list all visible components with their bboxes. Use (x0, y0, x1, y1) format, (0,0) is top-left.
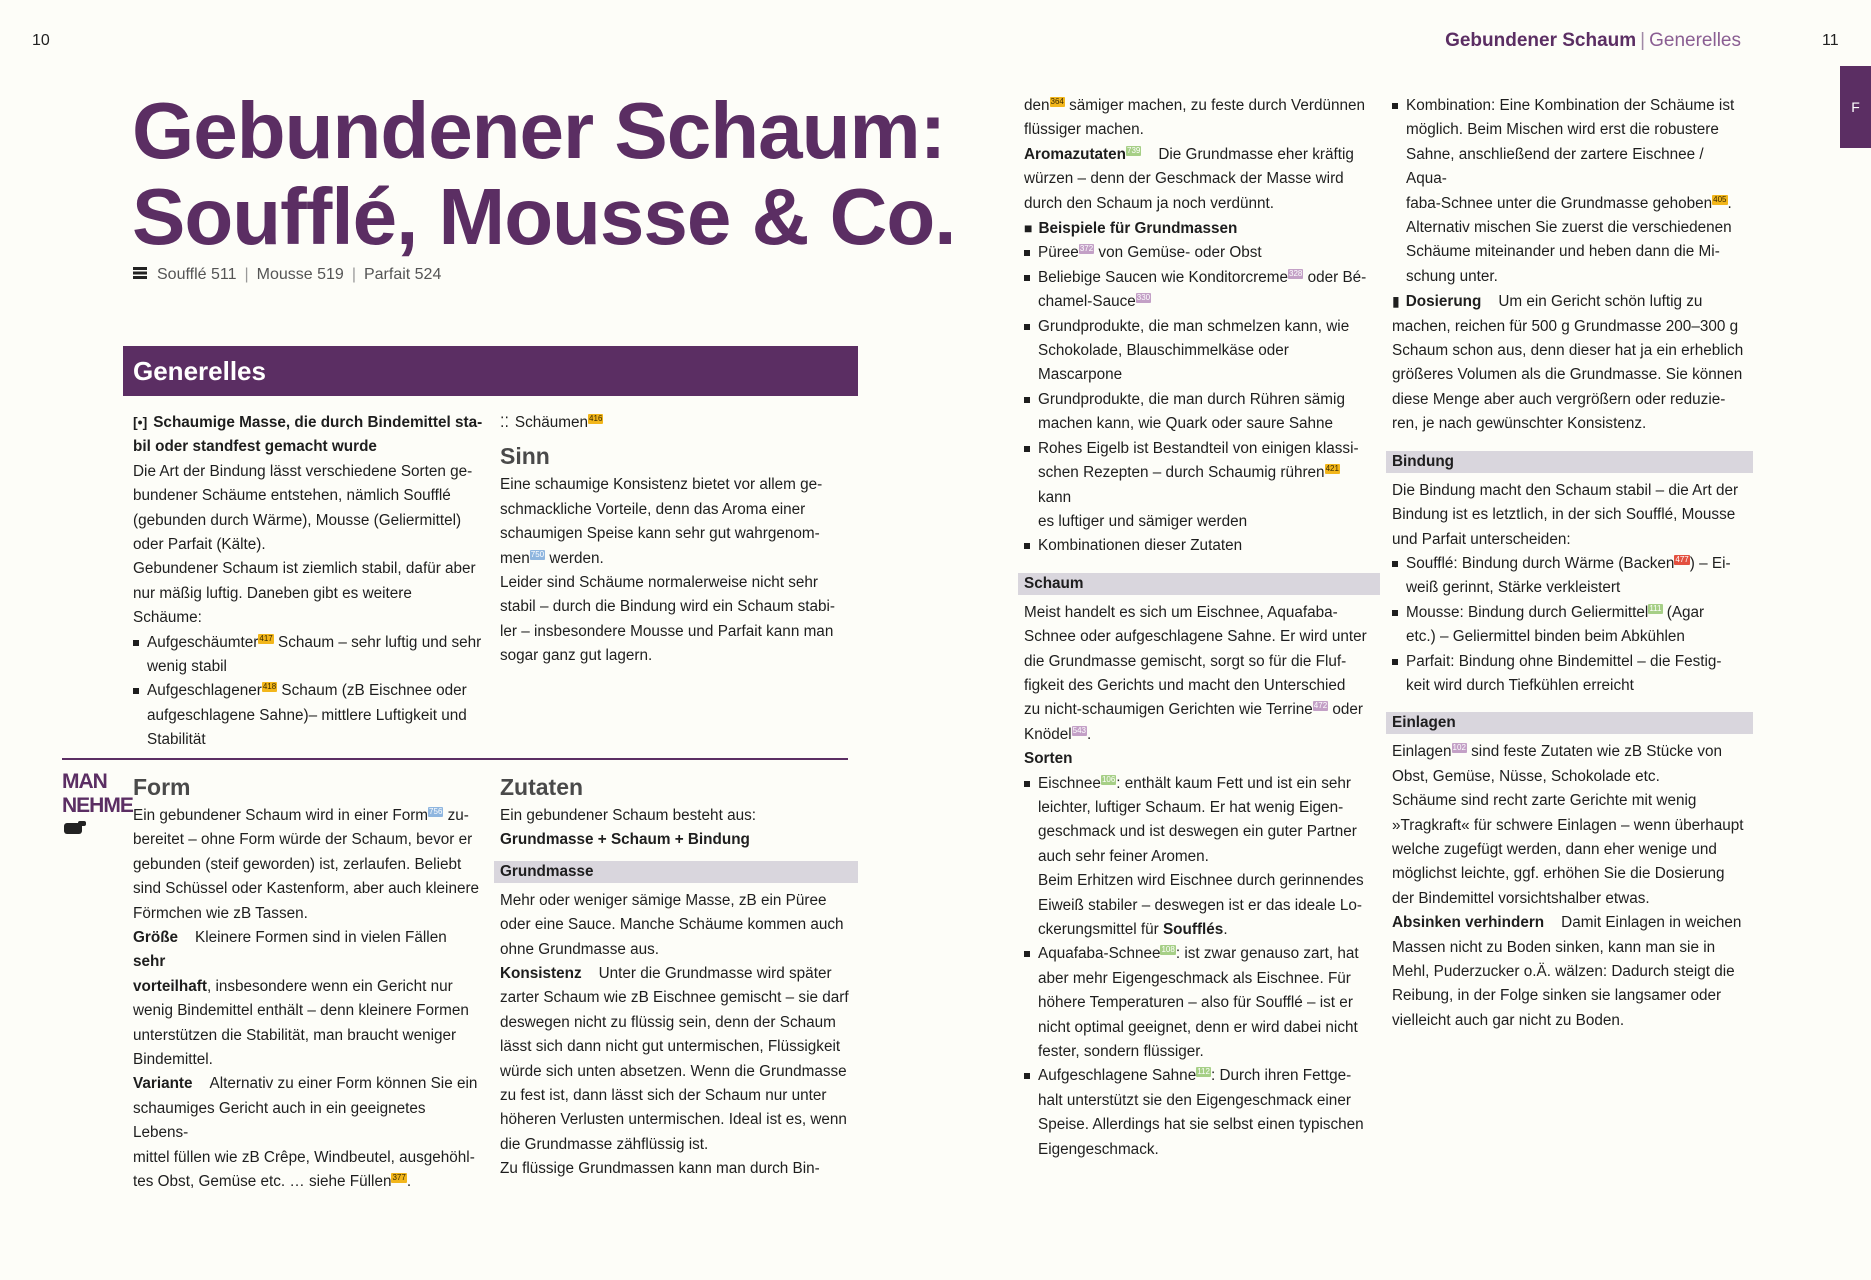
page-ref[interactable]: 750 (530, 549, 545, 559)
subheading-bindung: Bindung (1386, 451, 1753, 473)
grundmasse-schaum-column: den364 sämiger machen, zu feste durch Verdünnen flüssiger machen. Aromazutaten739 Die Grundmasse eher kräftig würzen – denn der Geschmack der Masse wird durch den Schaum ja noch verdünnt. ■ Beispiele für Grundmassen Püree372 von Gemüse- oder Obst Beliebige Saucen wie Konditorcreme328 oder Bé- chamel-Sauce330 Grundprodukte, die man schmelzen kann, wie Schokolade, Blauschimmelkäse oder Mascarpone Grundprodukte, die man durch Rühren sämig machen kann, wie Quark oder saure Sahne Rohes Eigelb ist Bestandteil von einigen klassi- schen Rezepten – durch Schaumig rühren421 kann es luftiger und sämiger werden Kombinationen dieser Zutaten Schaum Meist handelt es sich um Eischnee, Aquafaba- Schnee oder aufgeschlagene Sahne. Er wird unter die Grundmasse gemischt, sorgt so für die Fluf- figkeit des Gerichts und macht den Unterschied zu nicht-schaumigen Gerichten wie Terrine472 oder Knödel543. Sorten Eischnee106: enthält kaum Fett und ist ein sehr leichter, luftiger Schaum. Er hat wenig Eigen- geschmack und ist deswegen ein guter Partner auch sehr feiner Aromen. Beim Erhitzen wird Eischnee durch gerinnendes Eiweiß stabiler – deswegen ist er das ideale Lo- ckerungsmittel für Soufflés. Aquafaba-Schnee108: ist zwar genauso zart, hat aber mehr Eigengeschmack als Eischnee. Für höhere Temperaturen – also für Soufflé – ist er nicht optimal geeignet, denn er wird dabei nicht fester, sondern flüssiger. Aufgeschlagene Sahne112: Durch ihren Fettge- halt unterstützt sie den Eigengeschmack einer Speise. Allerdings hat sie selbst einen typischen Eigengeschmack. (1024, 94, 1374, 1162)
running-header (1445, 30, 1741, 52)
ref-mousse[interactable]: Mousse 519 (256, 266, 344, 283)
definition-title: [•] Schaumige Masse, die durch Bindemittel sta- (133, 410, 483, 435)
ref-souffle[interactable]: Soufflé 511 (157, 266, 237, 283)
definition-icon: [•] (133, 414, 148, 430)
page-ref[interactable]: 472 (1313, 701, 1328, 711)
kombination-list (1392, 94, 1747, 289)
page-ref[interactable]: 328 (1289, 268, 1303, 278)
page-ref[interactable]: 756 (429, 807, 443, 816)
chapter-title (132, 88, 956, 260)
dosage-icon: ▮ (1392, 293, 1400, 310)
list-item: Aufgeschlagener418 Schaum (zB Eischnee oder aufgeschlagene Sahne)– mittlere Luftigkeit und Stabilität (133, 679, 483, 752)
running-separator: | (1640, 30, 1646, 51)
list-item: Kombinationen dieser Zutaten (1024, 534, 1374, 558)
page-number-right: 11 (1822, 32, 1839, 49)
title-line-1: Gebundener Schaum: (132, 86, 946, 175)
zutaten-heading: Zutaten (500, 774, 584, 800)
running-title: Gebundener Schaum (1445, 30, 1637, 51)
list-item: Grundprodukte, die man durch Rühren sämig machen kann, wie Quark oder saure Sahne (1024, 388, 1374, 437)
page-ref[interactable]: 417 (259, 633, 273, 643)
form-column: Form Ein gebundener Schaum wird in einer Form756 zu- bereitet – ohne Form würde der Schaum, bevor er gebunden (steif geworden) ist, zerlaufen. Beliebt sind Schüssel oder Kastenform, aber auch kleinere Förmchen wie zB Tassen. Größe Kleinere Formen sind in vielen Fällen sehr vorteilhaft, insbesondere wenn ein Gericht nur wenig Bindemittel enthält – denn kleinere Formen unterstützen die Stabilität, man braucht weniger Bindemittel. Variante Alternativ zu einer Form können Sie ein schaumiges Gericht auch in ein geeignetes Lebens- mittel füllen wie zB Crêpe, Windbeutel, ausgehöhl- tes Obst, Gemüse etc. … siehe Füllen377. (133, 766, 483, 1195)
running-subtitle: Generelles (1649, 30, 1741, 51)
foam-sorts-list (1024, 772, 1374, 1163)
zutaten-column: Zutaten Ein gebundener Schaum besteht aus: Grundmasse + Schaum + Bindung Grundmasse Mehr oder weniger sämige Masse, zB ein Püree oder eine Sauce. Manche Schäume kommen auch ohne Grundmasse aus. Konsistenz Unter die Grundmasse wird später zarter Schaum wie zB Eischnee gemischt – sie darf deswegen nicht zu flüssig sein, denn der Schaum lässt sich dann nicht gut untermischen, Flüssigkeit würde sich unten absetzen. Wenn die Grundmasse zu fest ist, dann lässt sich der Schaum nur unter höheren Verlusten untermischen. Ideal ist es, wenn die Grundmasse zähflüssig ist. Zu flüssige Grundmassen kann man durch Bin- (500, 766, 852, 1182)
list-item: Soufflé: Bindung durch Wärme (Backen477) – Ei- weiß gerinnt, Stärke verkleistert (1392, 552, 1747, 601)
bindung-einlagen-column: Kombination: Eine Kombination der Schäume ist möglich. Beim Mischen wird erst die robustere Sahne, anschließend der zartere Eischnee / Aqua- faba-Schnee unter die Grundmasse gehoben405. Alternativ mischen Sie zuerst die verschiedenen Schäume miteinander und heben dann die Mi- schung unter. ▮ Dosierung Um ein Gericht schön luftig zu machen, reichen für 500 g Grundmasse 200–300 g Schaum schon aus, denn dieser hat ja ein erheblich größeres Volumen als die Grundmasse. Sie können diese Menge aber auch vergrößern oder reduzie- ren, je nach gewünschter Konsistenz. Bindung Die Bindung macht den Schaum stabil – die Art der Bindung ist es letztlich, in der sich Soufflé, Mousse und Parfait unterscheiden: Soufflé: Bindung durch Wärme (Backen477) – Ei- weiß gerinnt, Stärke verkleistert Mousse: Bindung durch Geliermittel111 (Agar etc.) – Geliermittel binden beim Abkühlen Parfait: Bindung ohne Bindemittel – die Festig- keit wird durch Tiefkühlen erreicht Einlagen Einlagen102 sind feste Zutaten wie zB Stücke von Obst, Gemüse, Nüsse, Schokolade etc. Schäume sind recht zarte Gerichte mit wenig »Tragkraft« für schwere Einlagen – wenn überhaupt welche zugefügt werden, dann eher wenige und möglichst leichte, ggf. erhöhen Sie die Dosierung der Bindemittel vorsichtshalber etwas. Absinken verhindern Damit Einlagen in weichen Massen nicht zu Boden sinken, kann man sie in Mehl, Puderzucker o.Ä. wälzen: Dadurch steigt die Reibung, in der Folge sinken sie langsamer oder vielleicht auch gar nicht zu Boden. (1392, 94, 1747, 1033)
page-ref[interactable]: 364 (1050, 97, 1064, 106)
list-item: Püree372 von Gemüse- oder Obst (1024, 241, 1374, 265)
subheading-grundmasse: Grundmasse (494, 861, 858, 883)
hand-icon (62, 818, 133, 842)
page-ref[interactable]: 112 (1197, 1067, 1210, 1077)
page-number-left: 10 (32, 32, 50, 49)
page-ref[interactable]: 106 (1101, 774, 1116, 784)
definition-column: [•] Schaumige Masse, die durch Bindemittel sta- bil oder standfest gemacht wurde Die Art der Bindung lässt verschiedene Sorten ge- bundener Schäume entstehen, nämlich Soufflé (gebunden durch Wärme), Mousse (Geliermittel) oder Parfait (Kälte). Gebundener Schaum ist ziemlich stabil, dafür aber nur mäßig luftig. Daneben gibt es weitere Schäume: Aufgeschäumter417 Schaum – sehr luftig und sehr wenig stabil Aufgeschlagener418 Schaum (zB Eischnee oder aufgeschlagene Sahne)– mittlere Luftigkeit und Stabilität (133, 410, 483, 753)
list-item: Eischnee106: enthält kaum Fett und ist ein sehr leichter, luftiger Schaum. Er hat wenig Eigen- geschmack und ist deswegen ein guter Partner auch sehr feiner Aromen. Beim Erhitzen wird Eischnee durch gerinnendes Eiweiß stabiler – deswegen ist er das ideale Lo- ckerungsmittel für Soufflés. (1024, 772, 1374, 943)
page-ref[interactable]: 477 (1675, 554, 1689, 564)
list-item: Beliebige Saucen wie Konditorcreme328 oder Bé- chamel-Sauce330 (1024, 266, 1374, 315)
examples-list (1024, 241, 1374, 558)
examples-heading: ■ Beispiele für Grundmassen (1024, 216, 1374, 241)
list-icon (133, 266, 147, 284)
page-ref[interactable]: 330 (1136, 293, 1151, 303)
see-also-ref[interactable]: ⁚⁚ Schäumen416 (500, 410, 850, 435)
page-ref[interactable]: 377 (392, 1173, 406, 1183)
man-nehme-label: MAN NEHME (62, 770, 133, 842)
list-box-icon: ■ (1024, 220, 1033, 237)
cross-ref-icon: ⁚⁚ (500, 414, 509, 430)
form-heading: Form (133, 774, 191, 800)
ref-parfait[interactable]: Parfait 524 (363, 266, 442, 283)
bindung-list (1392, 552, 1747, 698)
list-item: Rohes Eigelb ist Bestandteil von einigen klassi- schen Rezepten – durch Schaumig rühren421 kann es luftiger und sämiger werden (1024, 437, 1374, 535)
page-ref[interactable]: 405 (1713, 194, 1727, 204)
page-ref[interactable]: 421 (1325, 464, 1339, 474)
page-ref[interactable]: 372 (1079, 244, 1094, 254)
list-item: Aufgeschlagene Sahne112: Durch ihren Fettge- halt unterstützt sie den Eigengeschmack einer Speise. Allerdings hat sie selbst einen typischen Eigengeschmack. (1024, 1064, 1374, 1162)
list-item: Aufgeschäumter417 Schaum – sehr luftig und sehr wenig stabil (133, 631, 483, 680)
sinn-column: ⁚⁚ Schäumen416 Sinn Eine schaumige Konsistenz bietet vor allem ge- schmackliche Vorteile, denn das Aroma einer schaumigen Speise kann sehr gut wahrgenom- men750 werden. Leider sind Schäume normalerweise nicht sehr stabil – durch die Bindung wird ein Schaum stabi- ler – insbesondere Mousse und Parfait kann man sogar ganz gut lagern. (500, 410, 850, 669)
list-item: Parfait: Bindung ohne Bindemittel – die Festig- keit wird durch Tiefkühlen erreicht (1392, 650, 1747, 699)
subheading-schaum: Schaum (1018, 573, 1380, 595)
foam-types-list (133, 631, 483, 753)
list-item: Aquafaba-Schnee108: ist zwar genauso zart, hat aber mehr Eigengeschmack als Eischnee. Für höhere Temperaturen – also für Soufflé – ist er nicht optimal geeignet, denn er wird dabei nicht fester, sondern flüssiger. (1024, 942, 1374, 1064)
sinn-heading: Sinn (500, 443, 550, 470)
page-ref[interactable]: 108 (1161, 945, 1175, 955)
recipe-references: Soufflé 511 | Mousse 519 | Parfait 524 (133, 266, 441, 284)
section-band: Generelles (123, 346, 858, 396)
page-ref[interactable]: 543 (1072, 725, 1086, 735)
page-ref[interactable]: 418 (262, 682, 277, 692)
section-rule (62, 758, 848, 760)
title-line-2: Soufflé, Mousse & Co. (132, 172, 956, 261)
page-ref[interactable]: 111 (1649, 603, 1662, 613)
subheading-einlagen: Einlagen (1386, 712, 1753, 734)
page-ref[interactable]: 102 (1452, 743, 1466, 753)
list-item: Grundprodukte, die man schmelzen kann, wie Schokolade, Blauschimmelkäse oder Mascarpone (1024, 315, 1374, 388)
thumb-index-tab: F (1840, 66, 1871, 148)
list-item: Kombination: Eine Kombination der Schäume ist möglich. Beim Mischen wird erst die robustere Sahne, anschließend der zartere Eischnee / Aqua- faba-Schnee unter die Grundmasse gehoben405. Alternativ mischen Sie zuerst die verschiedenen Schäume miteinander und heben dann die Mi- schung unter. (1392, 94, 1747, 289)
list-item: Mousse: Bindung durch Geliermittel111 (Agar etc.) – Geliermittel binden beim Abkühlen (1392, 601, 1747, 650)
page-ref[interactable]: 739 (1127, 145, 1141, 155)
